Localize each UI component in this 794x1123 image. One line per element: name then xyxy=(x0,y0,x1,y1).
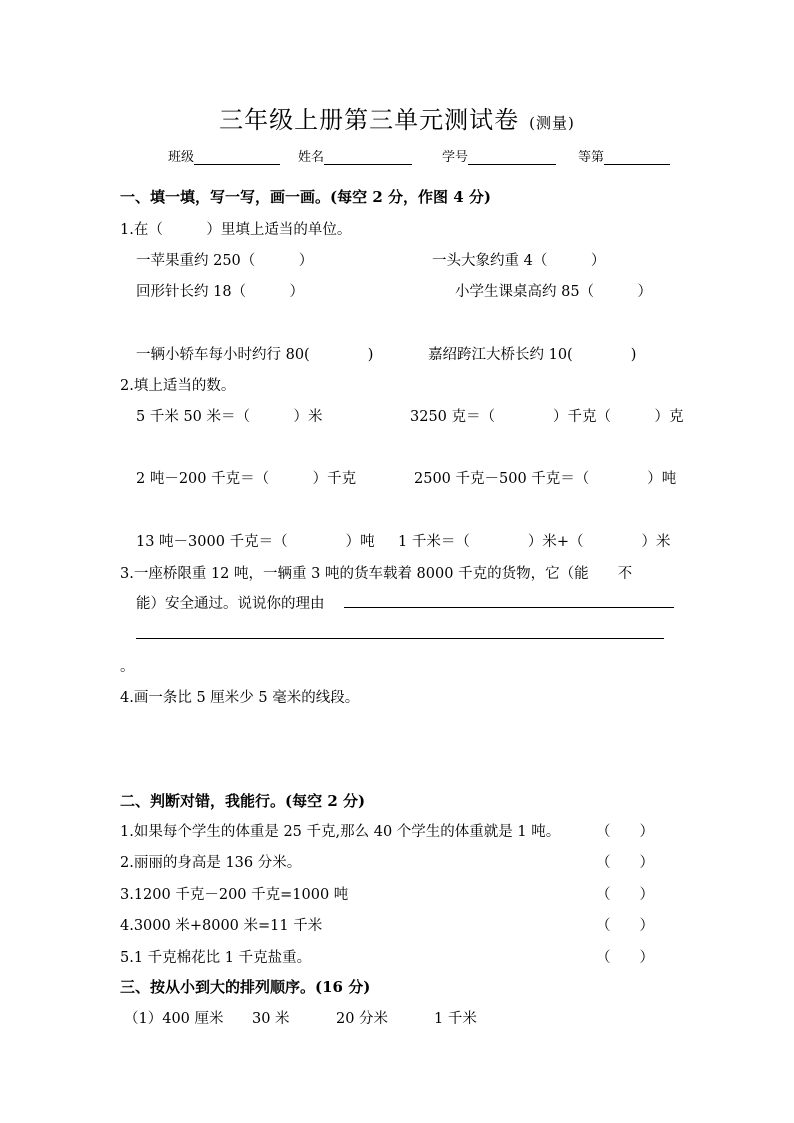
class-label: 班级 xyxy=(168,150,195,165)
judge-bracket[interactable]: （ ） xyxy=(596,950,654,966)
q3-answer-line[interactable] xyxy=(136,638,664,639)
q2-item: 5 千米 50 米＝（ ）米 xyxy=(136,409,323,425)
q1-item: 一辆小轿车每小时约行 80( ) xyxy=(136,347,374,363)
section2-heading: 二、判断对错，我能行。(每空 2 分) xyxy=(120,792,366,810)
grade-label: 等第 xyxy=(578,150,605,165)
student-id-label: 学号 xyxy=(442,150,469,165)
judge-item: 5.1 千克棉花比 1 千克盐重。 xyxy=(120,950,312,966)
q2-item: 2 吨－200 千克＝（ ）千克 xyxy=(136,471,357,487)
grade-blank[interactable] xyxy=(604,150,670,165)
title-text: 三年级上册第三单元测试卷 xyxy=(219,106,520,134)
q3-end-mark: 。 xyxy=(120,659,135,675)
q1-item: 嘉绍跨江大桥长约 10( ) xyxy=(428,347,637,363)
q1-prompt: 1.在（ ）里填上适当的单位。 xyxy=(120,222,352,238)
q3-line1: 3.一座桥限重 12 吨，一辆重 3 吨的货车载着 8000 千克的货物，它（能 不 xyxy=(120,566,633,582)
q2-item: 2500 千克－500 千克＝（ ）吨 xyxy=(414,471,677,487)
judge-item: 1.如果每个学生的体重是 25 千克,那么 40 个学生的体重就是 1 吨。 xyxy=(120,824,561,840)
q2-item: 13 吨－3000 千克＝（ ）吨 xyxy=(136,534,375,550)
q3-line2: 能）安全通过。说说你的理由 xyxy=(136,596,325,612)
judge-item: 2.丽丽的身高是 136 分米。 xyxy=(120,855,302,871)
judge-bracket[interactable]: （ ） xyxy=(596,918,654,934)
grade-field xyxy=(578,146,670,165)
q1-item: 回形针长约 18（ ） xyxy=(136,284,305,300)
judge-bracket[interactable]: （ ） xyxy=(596,824,654,840)
q2-prompt: 2.填上适当的数。 xyxy=(120,378,236,394)
judge-bracket[interactable]: （ ） xyxy=(596,887,654,903)
class-blank[interactable] xyxy=(194,150,280,165)
order-value: 1 千米 xyxy=(434,1011,477,1027)
section3-heading: 三、按从小到大的排列顺序。(16 分) xyxy=(120,978,371,996)
judge-item: 4.3000 米+8000 米=11 千米 xyxy=(120,918,323,934)
name-label: 姓名 xyxy=(298,150,325,165)
student-id-field xyxy=(442,146,556,165)
judge-bracket[interactable]: （ ） xyxy=(596,855,654,871)
q2-item: 1 千米＝（ ）米+（ ）米 xyxy=(398,534,671,550)
q2-item: 3250 克＝（ ）千克（ ）克 xyxy=(410,409,684,425)
q1-item: 一苹果重约 250（ ） xyxy=(136,253,314,269)
q1-item: 一头大象约重 4（ ） xyxy=(432,253,606,269)
class-field xyxy=(168,146,280,165)
page-title xyxy=(0,100,794,135)
name-blank[interactable] xyxy=(324,150,412,165)
order-value: 30 米 xyxy=(252,1011,290,1027)
order-value: 20 分米 xyxy=(336,1011,389,1027)
title-subtitle: (测量) xyxy=(529,114,575,132)
q1-item: 小学生课桌高约 85（ ） xyxy=(455,284,653,300)
student-id-blank[interactable] xyxy=(468,150,556,165)
judge-item: 3.1200 千克－200 千克=1000 吨 xyxy=(120,887,349,903)
order-label: （1）400 厘米 xyxy=(124,1011,224,1027)
name-field xyxy=(298,146,412,165)
section1-heading: 一、填一填，写一写，画一画。(每空 2 分，作图 4 分) xyxy=(120,188,491,206)
q3-answer-line[interactable] xyxy=(344,607,674,608)
q4-prompt: 4.画一条比 5 厘米少 5 毫米的线段。 xyxy=(120,690,360,706)
